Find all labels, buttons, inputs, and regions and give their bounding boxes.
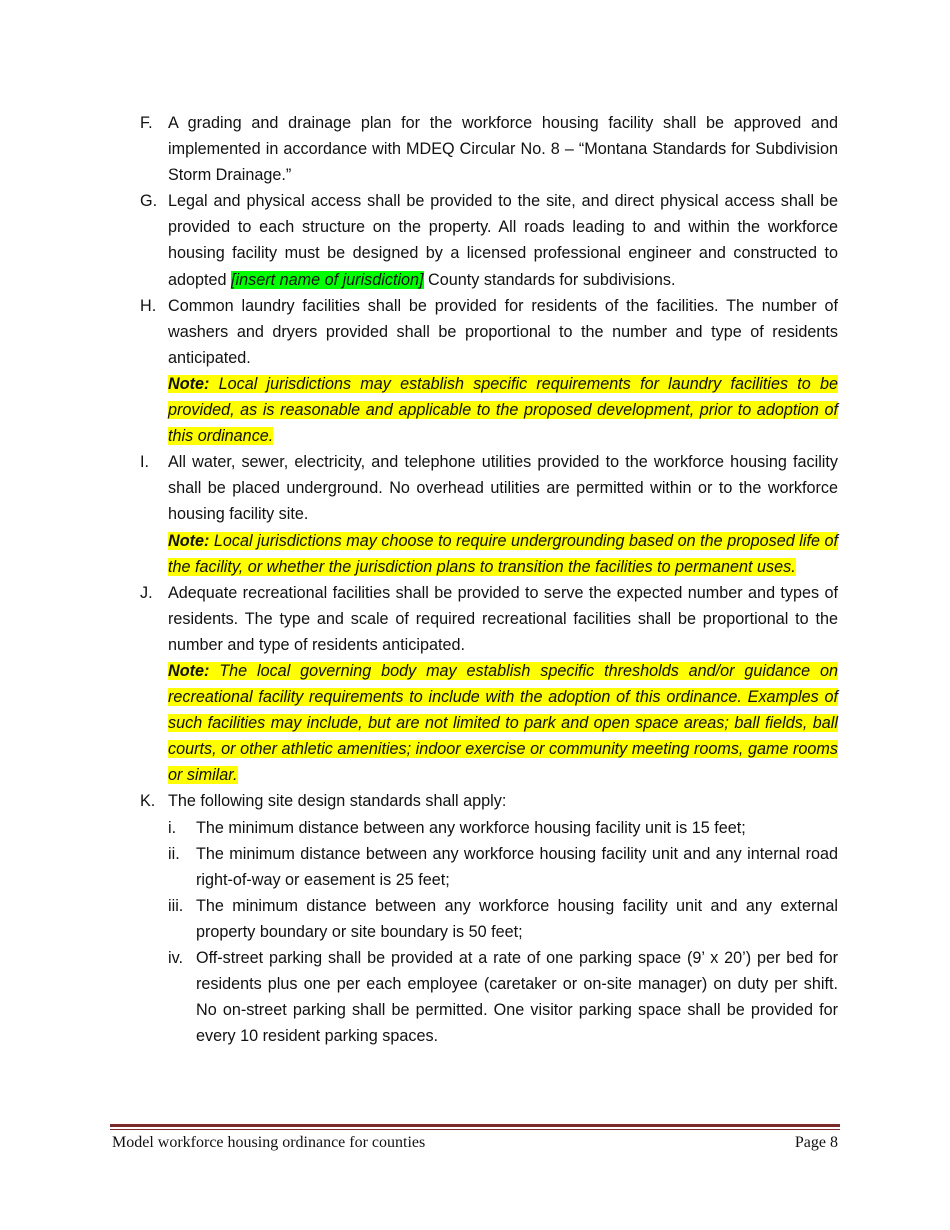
sublist-item-text: The minimum distance between any workforce housing facility unit and any external property boundary or site boundary is 50 feet;: [196, 896, 838, 941]
sublist-item-ii: [140, 841, 838, 893]
note-text: Local jurisdictions may establish specific requirements for laundry facilities to be provided, as is reasonable and applicable to the proposed development, prior to adoption of this ordinance.: [168, 374, 838, 446]
sublist-item-text: The minimum distance between any workforce housing facility unit and any internal road right-of-way or easement is 25 feet;: [196, 844, 838, 889]
list-marker: I.: [140, 453, 149, 472]
sublist-item-text: The minimum distance between any workforce housing facility unit is 15 feet;: [196, 818, 746, 837]
list-item-text: The following site design standards shall apply:: [168, 792, 507, 811]
page-number: Page 8: [794, 1134, 838, 1151]
list-item-f: [140, 110, 838, 188]
jurisdiction-placeholder: [insert name of jurisdiction]: [231, 270, 424, 289]
list-item-text: Adequate recreational facilities shall be provided to serve the expected number and types of residents. The type and scale of required recreational facilities shall be proportional to the number and type of residents anticipated.: [168, 583, 838, 654]
sublist-item-i: [140, 815, 838, 841]
list-item-k: [140, 788, 838, 814]
list-marker: F.: [140, 114, 153, 132]
list-marker: G.: [140, 192, 158, 211]
list-item-text: A grading and drainage plan for the workforce housing facility shall be approved and implemented in accordance with MDEQ Circular No. 8 – “Montana Standards for Subdivision Storm Drainage.”: [168, 114, 838, 185]
footer-title: Model workforce housing ordinance for counties: [112, 1134, 426, 1151]
list-item-i: [140, 449, 838, 527]
note-label: Note:: [168, 661, 210, 680]
sublist-marker: i.: [168, 818, 177, 837]
sublist-marker: iii.: [168, 896, 184, 915]
list-marker: J.: [140, 583, 153, 602]
sublist-item-text: Off-street parking shall be provided at a rate of one parking space (9’ x 20’) per bed for residents plus one per each employee (caretaker or on-site manager) on duty per shift. No on-street parking shall be permitted. One visitor parking space shall be provided for every 10 resident parking spaces.: [196, 949, 838, 1046]
footer-rule-thick: [110, 1124, 840, 1127]
note-j: [140, 658, 838, 788]
footer-rule-thin: [110, 1129, 840, 1130]
note-text: Local jurisdictions may choose to require undergrounding based on the proposed life of the facility, or whether the jurisdiction plans to transition the facilities to permanent uses.: [168, 531, 838, 576]
sublist-marker: iv.: [168, 949, 183, 967]
sublist-item-iv: [140, 945, 838, 1049]
list-item-g: [140, 188, 838, 292]
list-item-j: [140, 580, 838, 658]
list-item-text: All water, sewer, electricity, and telephone utilities provided to the workforce housing facility shall be placed underground. No overhead utilities are permitted within or to the workforce housing facility site.: [168, 453, 838, 524]
note-h: [140, 371, 838, 449]
sublist-marker: ii.: [168, 844, 180, 863]
list-item-text-continued: County standards for subdivisions.: [423, 270, 676, 289]
list-item-text: Legal and physical access shall be provided to the site, and direct physical access shall be provided to each structure on the property. All roads leading to and within the workforce housing facility must be designed by a licensed professional engineer and constructed to adopted: [168, 192, 838, 289]
list-marker: K.: [140, 792, 156, 811]
note-text: The local governing body may establish specific thresholds and/or guidance on recreational facility requirements to include with the adoption of this ordinance. Examples of such facilities may include, but are not limited to park and open space areas; ball fields, ball courts, or other athletic amenities; indoor exercise or community meeting rooms, game rooms or similar.: [168, 661, 838, 785]
note-label: Note:: [168, 531, 210, 550]
sublist-item-iii: [140, 893, 838, 945]
list-item-text: Common laundry facilities shall be provided for residents of the facilities. The number of washers and dryers provided shall be proportional to the number and type of residents anticipated.: [168, 296, 838, 367]
document-body: [140, 110, 838, 1049]
list-item-h: [140, 293, 838, 371]
note-i: [140, 528, 838, 580]
note-label: Note:: [168, 374, 210, 393]
list-marker: H.: [140, 296, 157, 315]
